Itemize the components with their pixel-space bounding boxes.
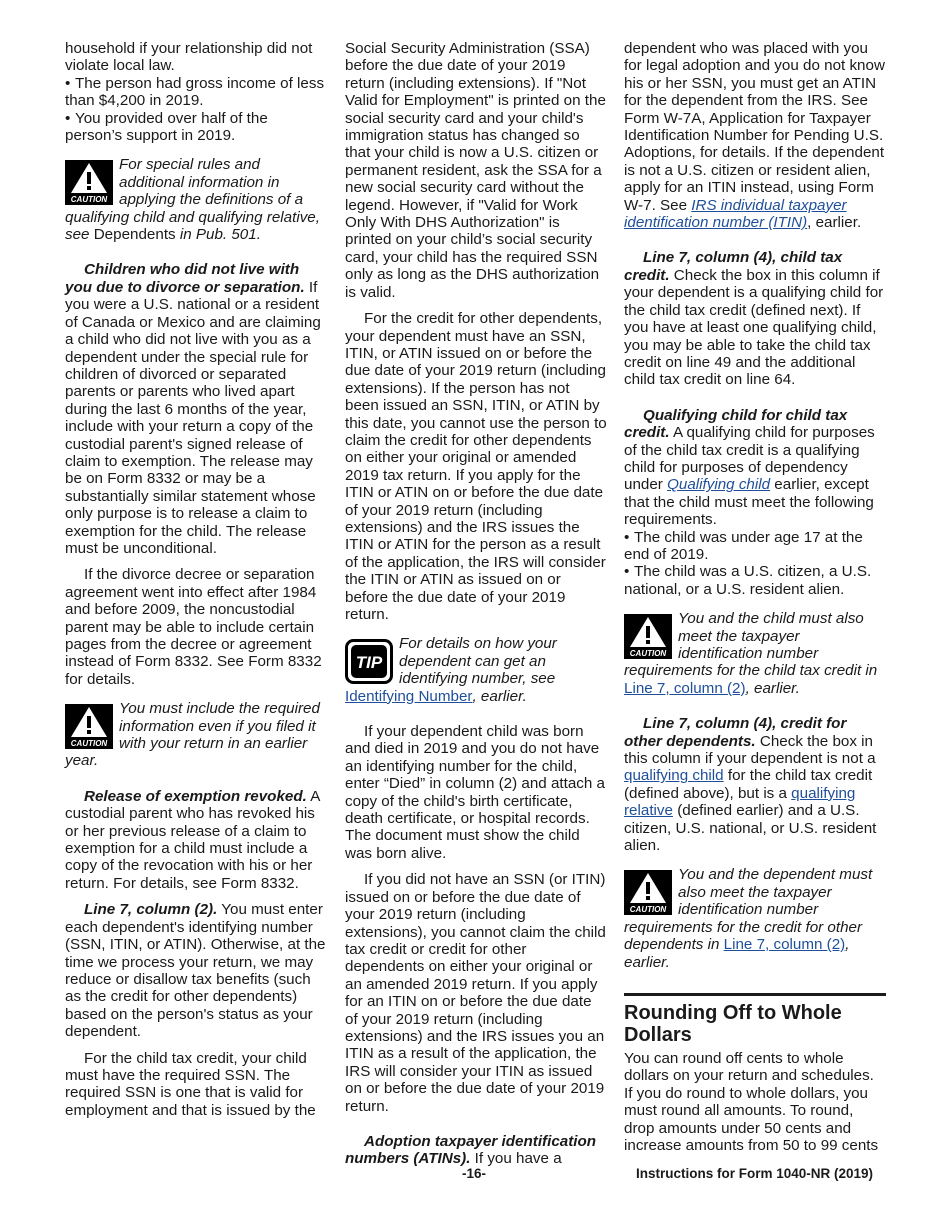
paragraph: For the child tax credit, your child must have the required SSN. The required SSN is one that is valid for employment and that is issued by the (65, 1049, 316, 1119)
paragraph: Line 7, column (2). You must enter each dependent's identifying number (SSN, ITIN, or ATIN). Otherwise, at the time we process your return, we may reduce or disallow tax benefits (such as the credit for other dependents) based on the person's status as your dependent. (65, 901, 326, 1041)
paragraph: For the credit for other dependents, your dependent must have an SSN, ITIN, or ATIN issued on or before the due date of your 2019 return (including extensions). If the person has not been issued an SSN, ITIN, or ATIN by this date, you cannot use the person to claim the credit for other dependents on either your original or amended 2019 tax return. If you apply for the ITIN or ATIN on or before the due date of your 2019 return (including extensions) and the IRS issues the ITIN or ATIN for the person as a result of the application, the IRS will consider the ITIN or ATIN as issued on or before the due date of your 2019 return. (345, 310, 607, 623)
itin-link[interactable]: IRS individual taxpayer identification number (ITIN) (624, 196, 847, 232)
caution-label: CAUTION (629, 649, 667, 659)
paragraph: Qualifying child for child tax credit. A qualifying child for purposes of the child tax credit is a qualifying child for purposes of dependency under Qualifying child earlier, except that the child must meet the following requirements. (624, 406, 875, 529)
bullet-item: • The child was under age 17 at the end of 2019. (624, 528, 863, 563)
section-rule (624, 993, 886, 1154)
footer-title: Instructions for Form 1040-NR (2019) (636, 1166, 874, 1181)
caution-note: CAUTION For special rules and additional information in applying the definitions of a qualifying child and qualifying relative, see Dependents in Pub. 501. (65, 156, 320, 244)
run-in-heading: Line 7, column (4), child tax credit. (624, 249, 843, 284)
caution-note: CAUTION You must include the required information even if you filed it with your return in an earlier year. (65, 700, 320, 770)
caution-icon (65, 160, 113, 205)
column-2 (345, 40, 607, 1168)
paragraph: Line 7, column (4), credit for other dependents. Check the box in this column if your dependent is not a qualifying child for the child tax credit (defined above), but is a qualifying relative (defined earlier) and a U.S. citizen, U.S. national, or U.S. resident alien. (624, 715, 877, 855)
run-in-heading: Line 7, column (2). (84, 901, 218, 919)
column-3 (624, 40, 886, 1154)
caution-icon (624, 614, 672, 659)
section-title: Rounding Off to Whole Dollars (624, 1001, 842, 1046)
paragraph: dependent who was placed with you for legal adoption and you do not know his or her SSN, you must get an ATIN for the dependent from the IRS. See Form W-7A, Application for Taxpayer Identification Number for Pending U.S. Adoptions, for details. If the dependent is not a U.S. citizen or resident alien, apply for an ITIN instead, using Form W-7. See IRS individual taxpayer identification number (ITIN), earlier. (624, 40, 885, 232)
caution-note: CAUTION You and the dependent must also meet the taxpayer identification number requirements for the credit for other dependents in Line 7, column (2), earlier. (624, 866, 873, 971)
caution-note: CAUTION You and the child must also meet the taxpayer identification number requirements for the child tax credit in Line 7, column (2), earlier. (624, 610, 878, 697)
column-1 (65, 40, 327, 1119)
run-in-heading: Adoption taxpayer identification numbers (ATINs). (345, 1132, 597, 1168)
tip-note: TIP For details on how your dependent can get an identifying number, see Identifying Number, earlier. (345, 635, 557, 705)
paragraph: You can round off cents to whole dollars on your return and schedules. If you do round to whole dollars, you must round all amounts. To round, drop amounts under 50 cents and increase amounts from 50 to 99 cents (624, 1049, 879, 1154)
paragraph: If the divorce decree or separation agreement went into effect after 1984 and before 2009, the noncustodial parent may be able to include certain pages from the decree or agreement instead of Form 8332. See Form 8332 for details. (65, 566, 322, 688)
run-in-heading: Qualifying child for child tax credit. (624, 406, 848, 442)
paragraph: Children who did not live with you due to divorce or separation. If you were a U.S. national or a resident of Canada or Mexico and are claiming a child who did not live with you as a dependent under the special rule for children of divorced or separated parents or parents who lived apart during the last 6 months of the year, include with your return a copy of the custodial parent's signed release of claim to exemption. The release may be on Form 8332 or may be a substantially similar statement whose only purpose is to release a claim to exemption for the child. The release must be unconditional. (65, 261, 321, 557)
identifying-number-link[interactable]: Identifying Number (345, 687, 473, 705)
qualifying-child-link[interactable]: Qualifying child (667, 476, 771, 494)
paragraph: Social Security Administration (SSA) before the due date of your 2019 return (including extensions). If "Not Valid for Employment" is printed on the social security card and your child's immigration status has changed so that your child is now a U.S. citizen or permanent resident, ask the SSA for a new social security card without the legend. However, if "Valid for Work Only With DHS Authorization" is printed on your child’s social security card, your child has the required SSN only as long as the DHS authorization is valid. (345, 40, 606, 301)
caution-icon (65, 704, 113, 749)
paragraph: Line 7, column (4), child tax credit. Check the box in this column if your dependent is a qualifying child for the child tax credit (defined next). If you have at least one qualifying child, you may be able to take the child tax credit on line 49 and the additional child tax credit on line 64. (624, 249, 884, 389)
paragraph: Adoption taxpayer identification numbers (ATINs). If you have a (345, 1132, 597, 1168)
page-number: -16- (462, 1166, 487, 1181)
run-in-heading: Children who did not live with you due to divorce or separation. (65, 261, 305, 296)
caution-icon (624, 870, 672, 915)
tip-label: TIP (355, 653, 383, 673)
line-7-column-2-link[interactable]: Line 7, column (2) (624, 679, 746, 697)
run-in-heading: Line 7, column (4), credit for other dependents. (624, 715, 847, 750)
bullet-item: • The person had gross income of less than $4,200 in 2019. (65, 74, 325, 110)
bullet-item: • The child was a U.S. citizen, a U.S. national, or a U.S. resident alien. (624, 563, 872, 598)
paragraph: If your dependent child was born and died in 2019 and you do not have an identifying number for the child, enter “Died” in column (2) and attach a copy of the child's birth certificate, death certificate, or hospital records. The document must show the child was born alive. (345, 723, 606, 862)
caution-label: CAUTION (70, 195, 108, 205)
qualifying-relative-link[interactable]: qualifying relative (624, 784, 856, 820)
caution-label: CAUTION (629, 905, 667, 915)
caution-label: CAUTION (70, 739, 108, 749)
paragraph: Release of exemption revoked. A custodial parent who has revoked his or her previous release of a claim to exemption for a child must include a copy of the revocation with his or her return. For details, see Form 8332. (65, 787, 320, 892)
paragraph: household if your relationship did not violate local law. (65, 40, 313, 75)
run-in-heading: Release of exemption revoked. (84, 787, 307, 805)
qualifying-child-link[interactable]: qualifying child (624, 767, 724, 785)
tip-icon (345, 639, 393, 684)
paragraph: If you did not have an SSN (or ITIN) issued on or before the due date of your 2019 return (including extensions), you cannot claim the child tax credit or credit for other dependents on either your original or an amended 2019 return. If you apply for an ITIN on or before the due date of your 2019 return (including extensions) and the IRS issues you an ITIN as a result of the application, the IRS will consider your ITIN as issued on or before the due date of your 2019 return. (345, 871, 606, 1115)
line-7-column-2-link[interactable]: Line 7, column (2) (723, 936, 846, 954)
bullet-item: • You provided over half of the person’s support in 2019. (65, 109, 268, 145)
